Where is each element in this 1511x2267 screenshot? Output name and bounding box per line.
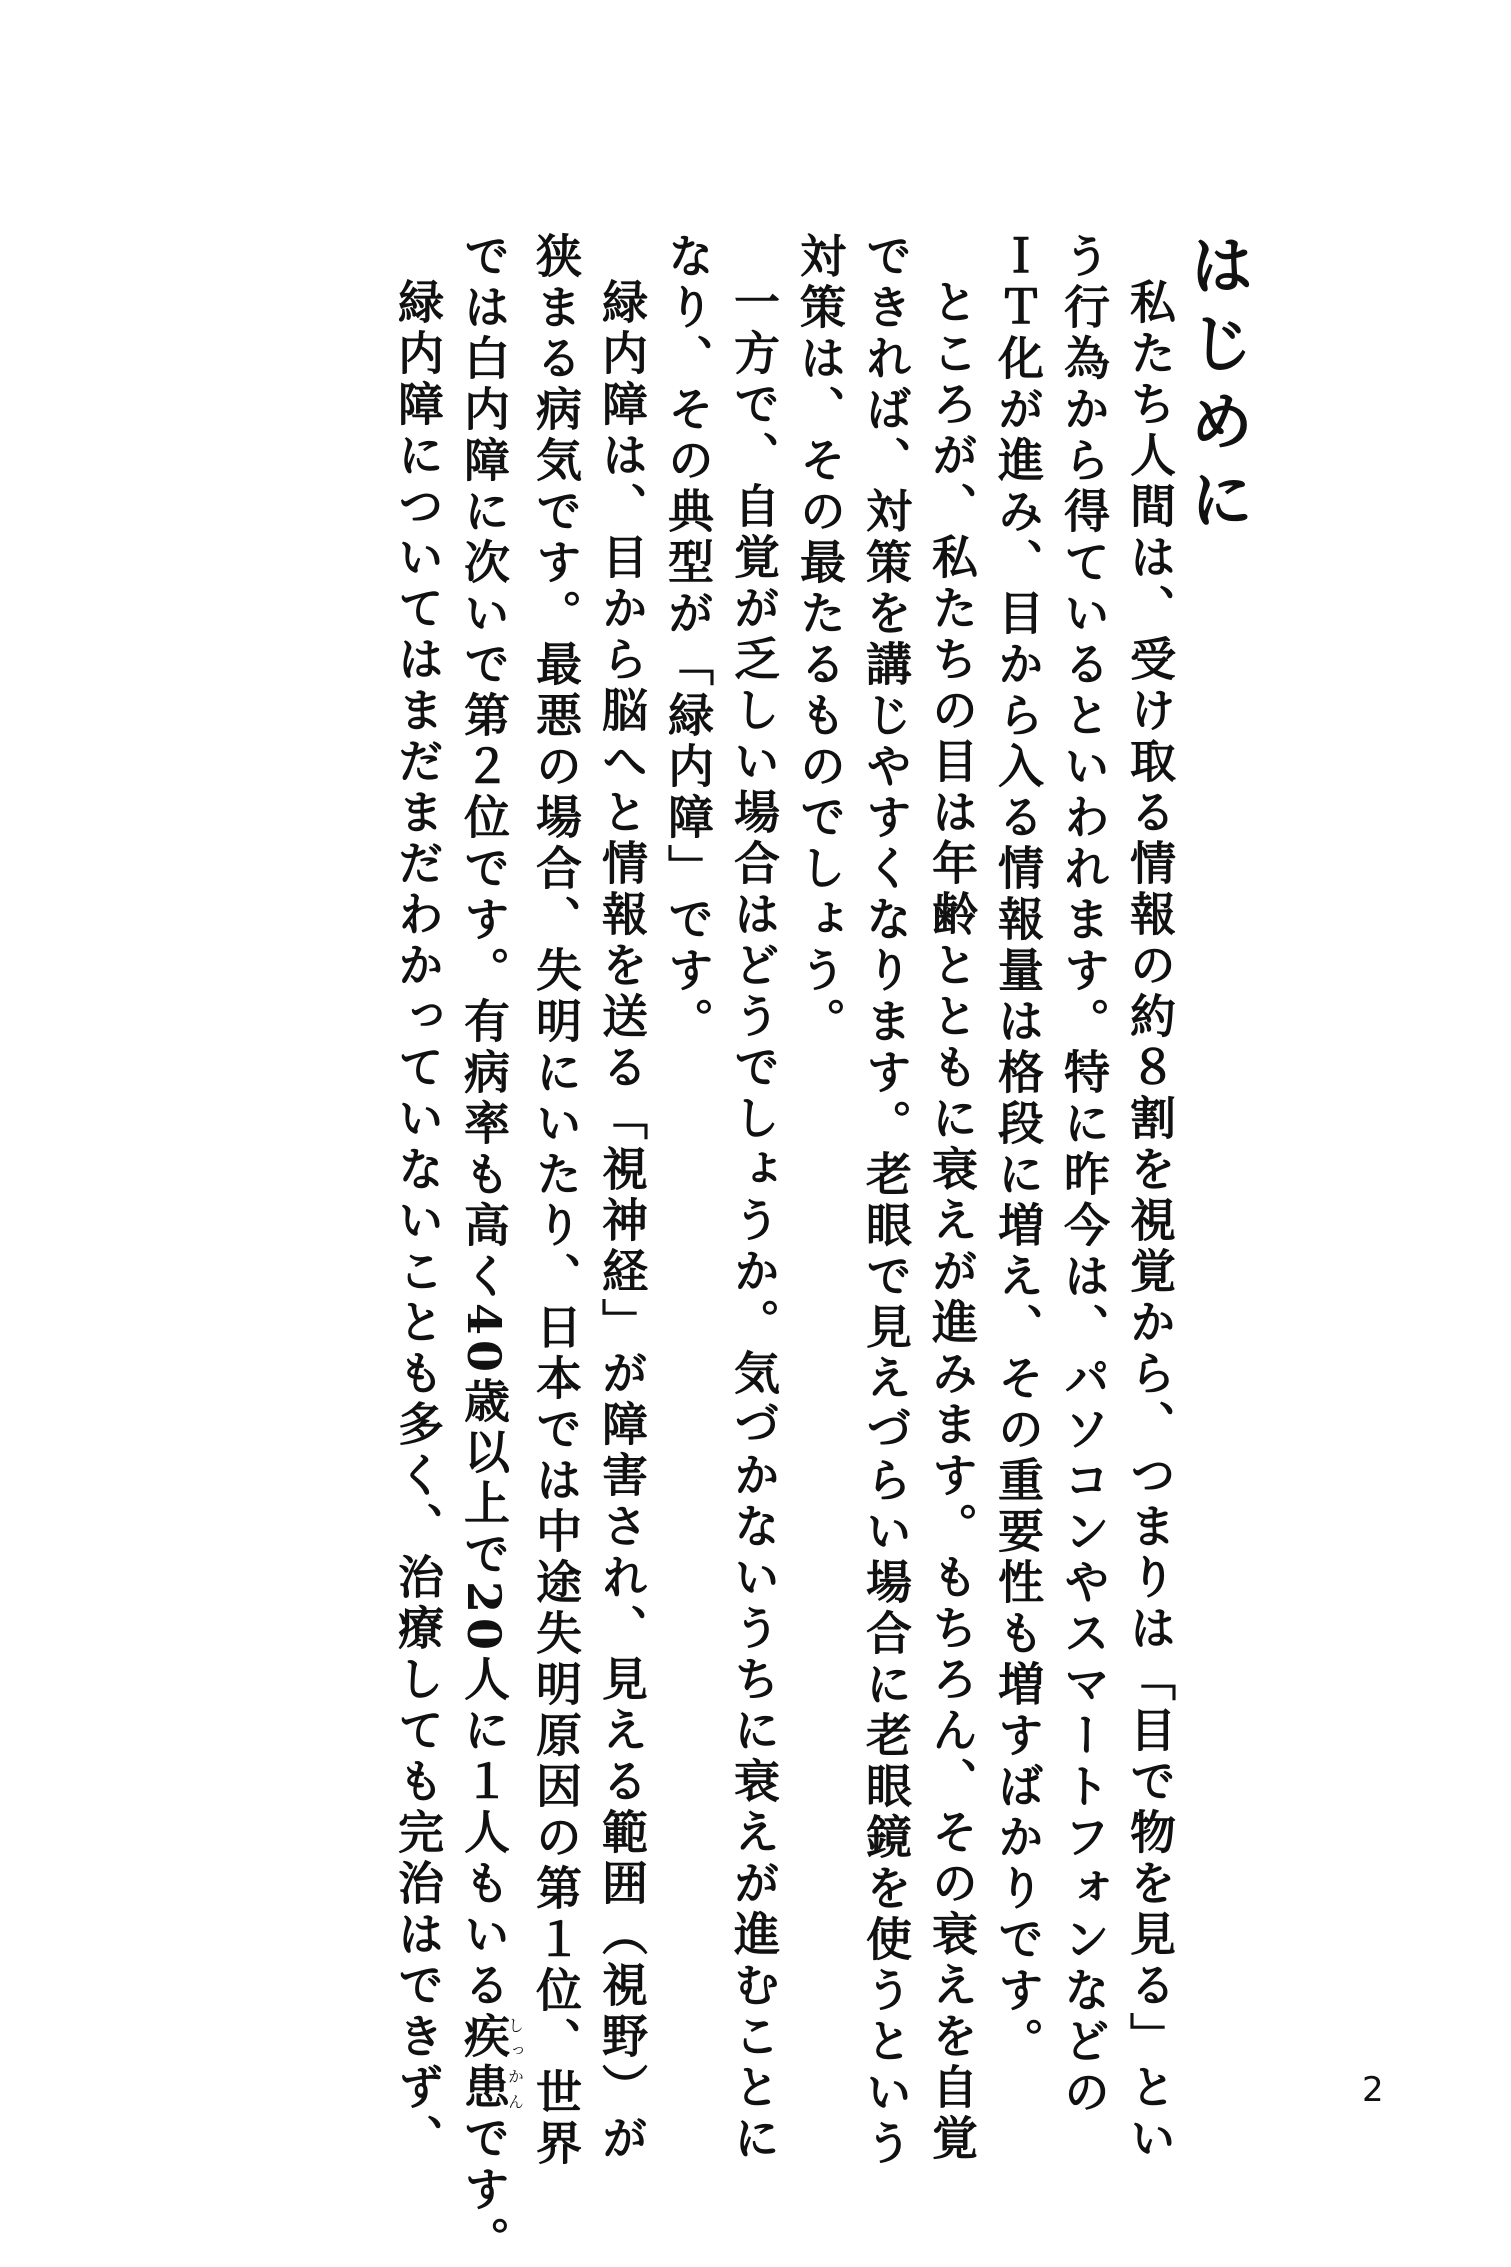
- text-line-1: 私たち人間は、受け取る情報の約８割を視覚から、つまりは「目で物を見る」とい: [1123, 278, 1177, 2165]
- text-line-3: ＩＴ化が進み、目から入る情報量は格段に増え、その重要性も増すばかりです。: [991, 232, 1045, 2068]
- text-line-9: 緑内障は、目から脳へと情報を送る「視神経」が障害され、見える範囲（視野）が: [595, 278, 649, 2165]
- text-line-8: なり、その典型が「緑内障」です。: [661, 232, 715, 1048]
- text-line-10: 狭まる病気です。最悪の場合、失明にいたり、日本では中途失明原因の第１位、世界: [529, 232, 583, 2170]
- text-line-11: [451, 232, 525, 2267]
- chapter-title: はじめに: [1179, 232, 1253, 544]
- ruby-reading: しっかん: [505, 2012, 525, 2115]
- text-line-4: ところが、私たちの目は年齢とともに衰えが進みます。もちろん、その衰えを自覚: [925, 278, 979, 2165]
- page-number: 2: [1362, 2070, 1384, 2110]
- text-line-2: う行為から得ているといわれます。特に昨今は、パソコンやスマートフォンなどの: [1057, 232, 1111, 2119]
- text-line-12: 緑内障についてはまだまだわかっていないことも多く、治療しても完治はできず、: [391, 278, 445, 2165]
- text-line-7: 一方で、自覚が乏しい場合はどうでしょうか。気づかないうちに衰えが進むことに: [727, 278, 781, 2165]
- vertical-text-body: [385, 232, 1253, 2267]
- text-line-5: できれば、対策を講じやすくなります。老眼で見えづらい場合に老眼鏡を使うという: [859, 232, 913, 2170]
- ruby-annotation: 疾患しっかん: [457, 2012, 525, 2115]
- text-line-6: 対策は、その最たるものでしょう。: [793, 232, 847, 1048]
- text-line-11-body: では白内障に次いで第２位です。有病率も高く40歳以上で20人に１人もいる疾患しっかんです。: [457, 232, 525, 2267]
